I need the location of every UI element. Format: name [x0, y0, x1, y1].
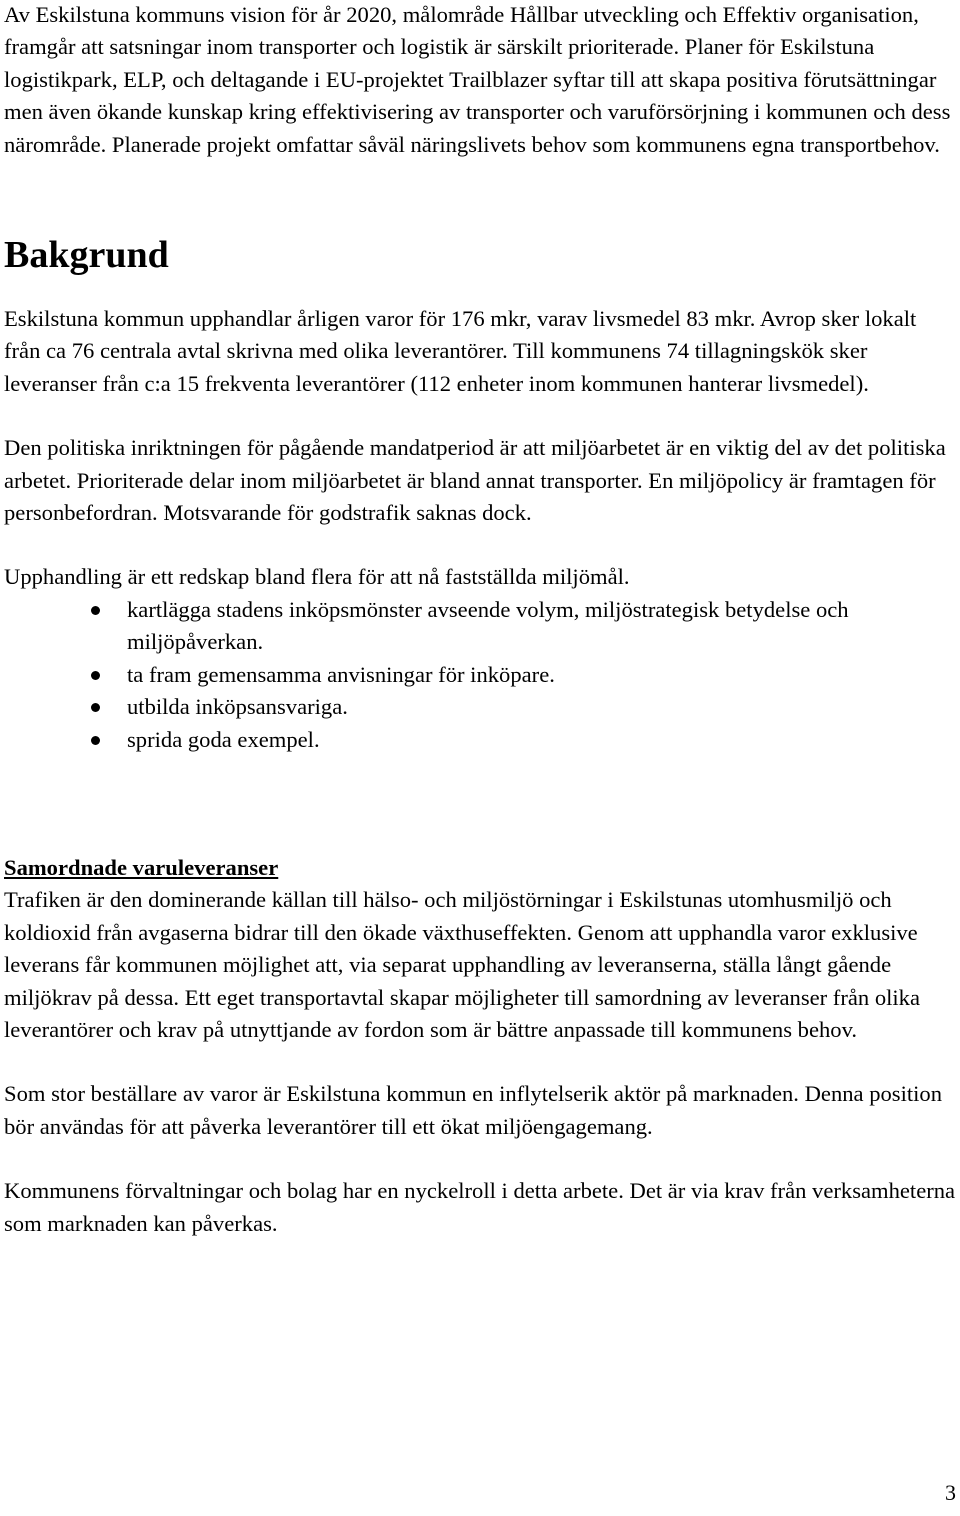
bullet-list — [4, 594, 958, 756]
intro-paragraph: Av Eskilstuna kommuns vision för år 2020, målområde Hållbar utveckling och Effektiv organisation, framgår att satsningar inom transporter och logistik är särskilt prioriterade. Planer för Eskilstuna logistikpark, ELP, och deltagande i EU-projektet Trailblazer syftar till att skapa positiva förutsättningar men även ökande kunskap kring effektivisering av transporter och varuförsörjning i kommunen och dess närområde. Planerade projekt omfattar såväl näringslivets behov som kommunens egna transportbehov. — [4, 2, 951, 157]
samordnade-paragraph-2: Som stor beställare av varor är Eskilstuna kommun en inflytelserik aktör på marknaden. Denna position bör användas för att påverka leverantörer till ett ökat miljöengagemang. — [4, 1081, 943, 1139]
list-item: ta fram gemensamma anvisningar för inköpare. — [4, 659, 958, 691]
page-number: 3 — [945, 1480, 956, 1505]
bullet-icon — [91, 703, 100, 712]
list-item: kartlägga stadens inköpsmönster avseende volym, miljöstrategisk betydelse och miljöpåverkan. — [4, 594, 958, 659]
document-page — [4, 0, 958, 1240]
bullet-icon — [91, 606, 100, 615]
section-heading-wrapper — [4, 233, 958, 295]
bakgrund-paragraph-1: Eskilstuna kommun upphandlar årligen varor för 176 mkr, varav livsmedel 83 mkr. Avrop sker lokalt från ca 76 centrala avtal skrivna med olika leverantörer. Till kommunens 74 tillagningskök sker leveranser från c:a 15 frekventa leverantörer (112 enheter inom kommunen hanterar livsmedel). — [4, 306, 917, 396]
bakgrund-paragraph-3: Upphandling är ett redskap bland flera för att nå fastställda miljömål. — [4, 564, 630, 590]
bullet-icon — [91, 671, 100, 680]
samordnade-paragraph-3: Kommunens förvaltningar och bolag har en nyckelroll i detta arbete. Det är via krav från verksamheterna som marknaden kan påverkas. — [4, 1178, 956, 1236]
heading-bakgrund: Bakgrund — [4, 234, 169, 277]
heading-samordnade-varuleveranser: Samordnade varuleveranser — [4, 854, 279, 880]
samordnade-paragraph-1: Trafiken är den dominerande källan till hälso- och miljöstörningar i Eskilstunas utomhusmiljö och koldioxid från avgaserna bidrar till den ökade växthuseffekten. Genom att upphandla varor exklusive leverans får kommunen möjlighet att, via separat upphandling av leveranserna, ställa långt gående miljökrav på dessa. Ett eget transportavtal skapar möjligheter till samordning av leveranser från olika leverantörer och krav på utnyttjande av fordon som är bättre anpassade till kommunens behov. — [4, 887, 921, 1042]
bullet-icon — [91, 736, 100, 745]
list-item: utbilda inköpsansvariga. — [4, 691, 958, 723]
list-item: sprida goda exempel. — [4, 724, 958, 756]
bakgrund-paragraph-2: Den politiska inriktningen för pågående mandatperiod är att miljöarbetet är en viktig del av det politiska arbetet. Prioriterade delar inom miljöarbetet är bland annat transporter. En miljöpolicy är framtagen för personbefordran. Motsvarande för godstrafik saknas dock. — [4, 435, 946, 526]
